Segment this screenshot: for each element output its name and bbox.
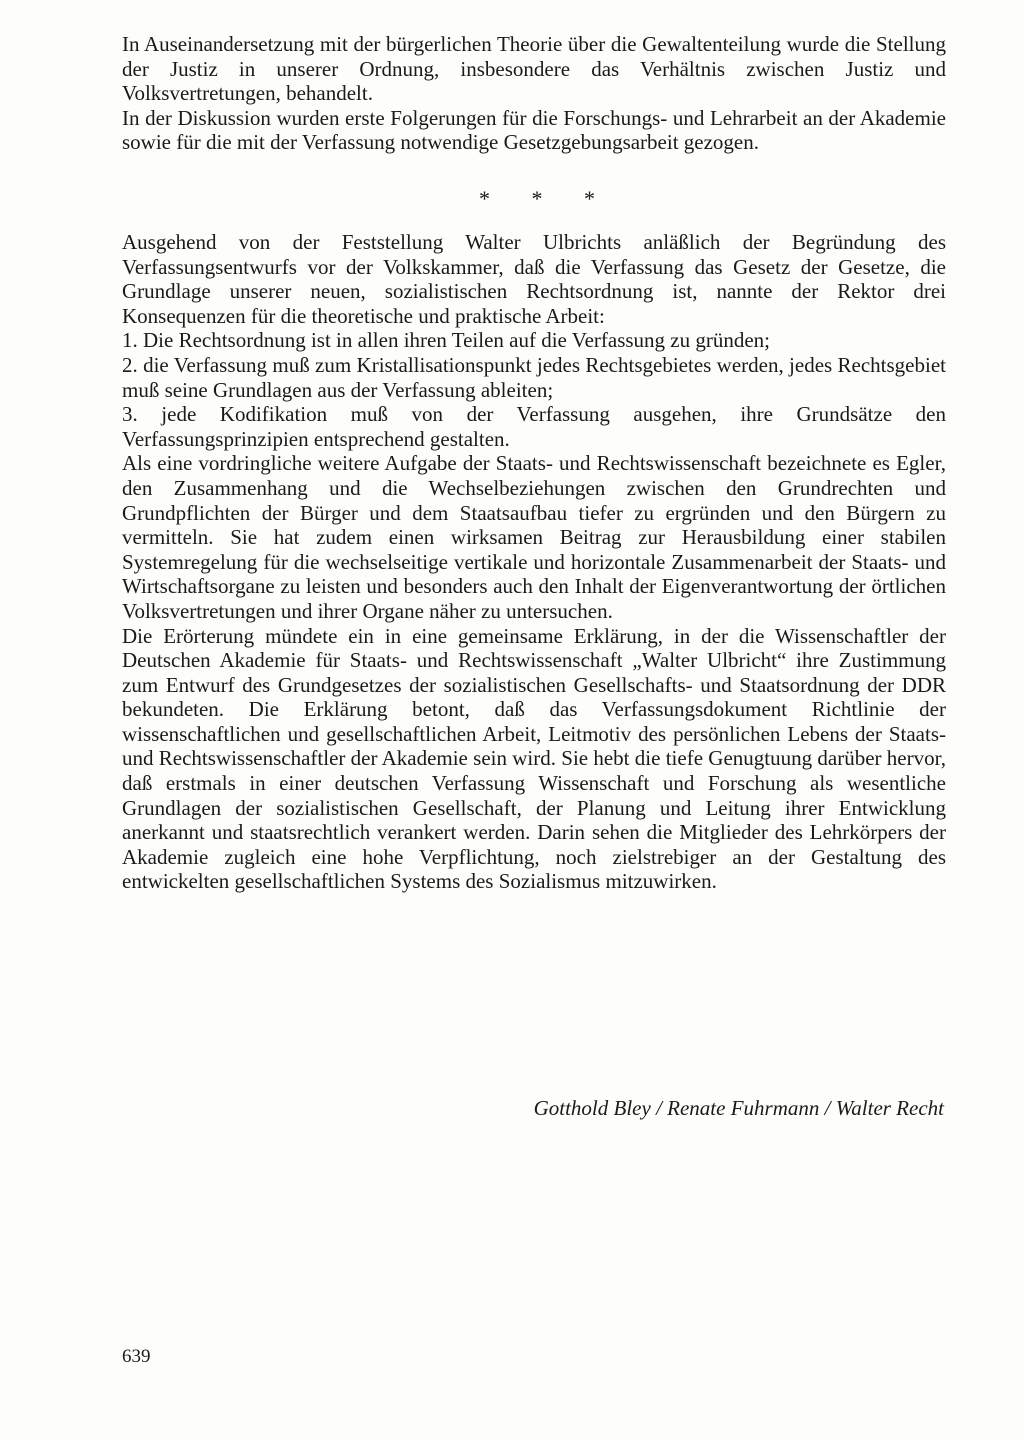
- list-item-2: 2. die Verfassung muß zum Kristallisationspunkt jedes Rechtsgebietes werden, jedes Rechtsgebiet muß seine Grundlagen aus der Verfassung ableiten;: [122, 352, 946, 402]
- paragraph-aufgabe: Als eine vordringliche weitere Aufgabe der Staats- und Rechtswissenschaft bezeichnete es Egler, den Zusammenhang und die Wechselbeziehungen zwischen den Grundrechten und Grundpflichten der Bürger und dem Staatsaufbau tiefer zu ergründen und den Bürgern zu vermitteln. Sie hat zudem einen wirksamen Beitrag zur Herausbildung einer stabilen Systemregelung für die wechselseitige vertikale und horizontale Zusammenarbeit der Staats- und Wirtschaftsorgane zu leisten und besonders auch den Inhalt der Eigenverantwortung der örtlichen Volksvertretungen und ihrer Organe näher zu untersuchen.: [122, 451, 946, 623]
- top-text-section: [122, 32, 946, 155]
- section-separator: * * *: [479, 186, 613, 211]
- paragraph-erklaerung: Die Erörterung mündete ein in eine gemeinsame Erklärung, in der die Wissenschaftler der Deutschen Akademie für Staats- und Rechtswissenschaft „Walter Ulbricht“ ihre Zustimmung zum Entwurf des Grundgesetzes der sozialistischen Gesellschafts- und Staatsordnung der DDR bekundeten. Die Erklärung betont, daß das Verfassungsdokument Richtlinie der wissenschaftlichen und gesellschaftlichen Arbeit, Leitmotiv des persönlichen Lebens der Staats- und Rechtswissenschaftler der Akademie sein wird. Sie hebt die tiefe Genugtuung darüber hervor, daß erstmals in einer deutschen Verfassung Wissenschaft und Forschung als wesentliche Grundlagen der sozialistischen Gesellschaft, der Planung und Leitung ihrer Entwicklung anerkannt und staatsrechtlich verankert werden. Darin sehen die Mitglieder des Lehrkörpers der Akademie zugleich eine hohe Verpflichtung, noch zielstrebiger an der Gestaltung des entwickelten gesellschaftlichen Systems des Sozialismus mitzuwirken.: [122, 623, 946, 894]
- main-text-section: [122, 230, 946, 894]
- paragraph-diskussion: In der Diskussion wurden erste Folgerungen für die Forschungs- und Lehrarbeit an der Akademie sowie für die mit der Verfassung notwendige Gesetzgebungsarbeit gezogen.: [122, 105, 946, 155]
- paragraph-gewaltenteilung: In Auseinandersetzung mit der bürgerlichen Theorie über die Gewaltenteilung wurde die Stellung der Justiz in unserer Ordnung, insbesondere das Verhältnis zwischen Justiz und Volksvertretungen, behandelt.: [122, 32, 946, 106]
- author-signature: Gotthold Bley / Renate Fuhrmann / Walter Recht: [533, 1096, 944, 1120]
- list-item-3: 3. jede Kodifikation muß von der Verfassung ausgehen, ihre Grundsätze den Verfassungsprinzipien entsprechend gestalten.: [122, 402, 946, 451]
- page-number: 639: [122, 1346, 151, 1367]
- paragraph-intro: Ausgehend von der Feststellung Walter Ulbrichts anläßlich der Begründung des Verfassungsentwurfs vor der Volkskammer, daß die Verfassung das Gesetz der Gesetze, die Grundlage unserer neuen, sozialistischen Rechtsordnung ist, nannte der Rektor drei Konsequenzen für die theoretische und praktische Arbeit:: [122, 230, 946, 328]
- list-item-1: 1. Die Rechtsordnung ist in allen ihren Teilen auf die Verfassung zu gründen;: [122, 328, 771, 353]
